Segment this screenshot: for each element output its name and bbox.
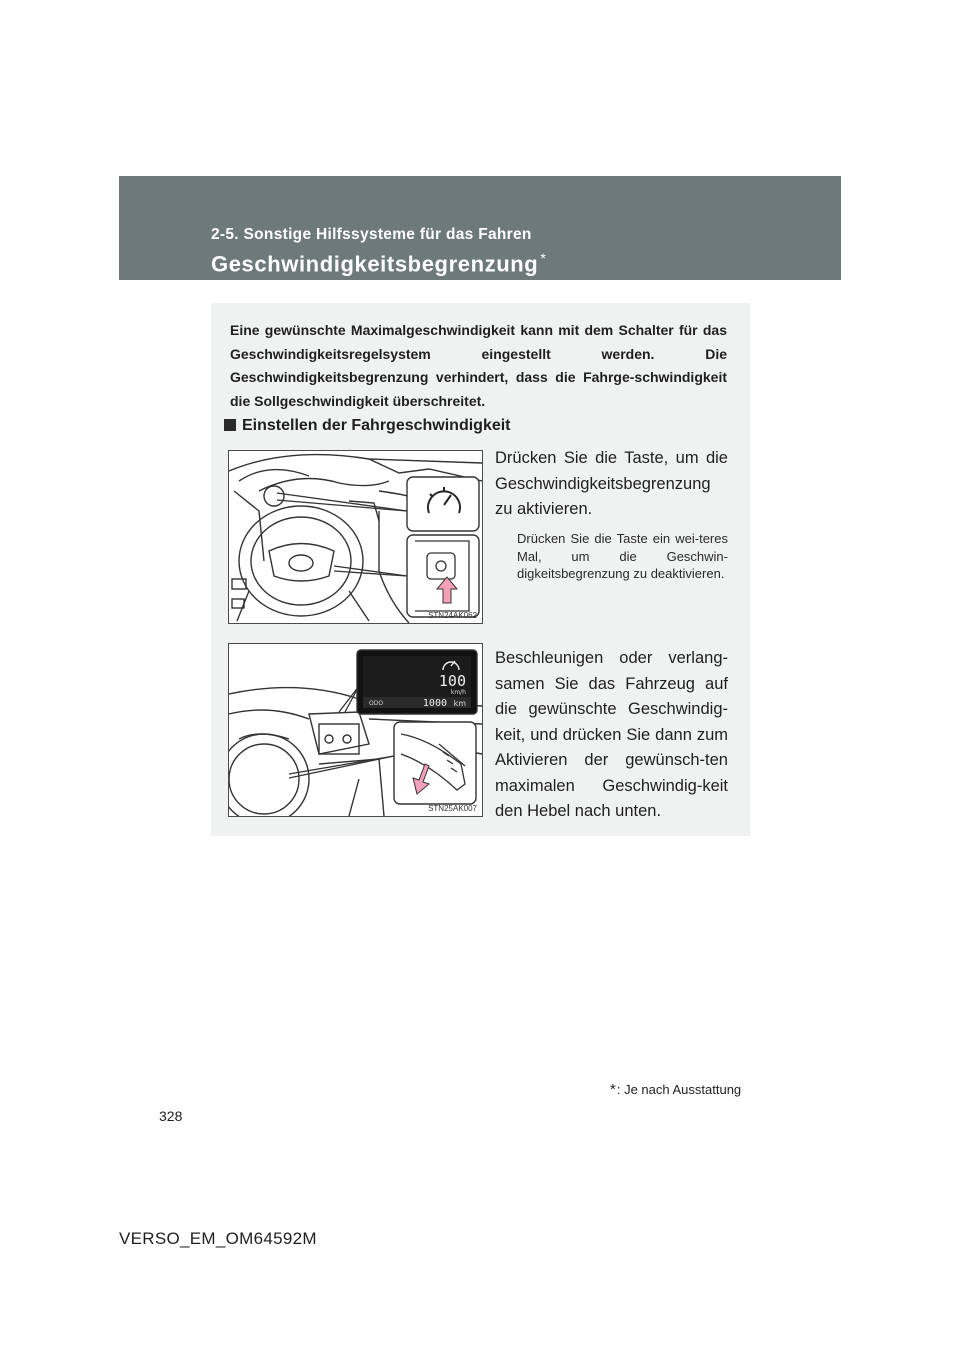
step-1-text: Drücken Sie die Taste, um die Geschwindigkeitsbegrenzung zu aktivieren.: [495, 449, 728, 518]
title-footnote-marker: *: [540, 250, 547, 266]
footnote-marker: *: [610, 1081, 616, 1098]
display-unit: km/h: [450, 689, 466, 696]
step-1-note: Drücken Sie die Taste ein wei-teres Mal, um die Geschwin-digkeitsbegrenzung zu deaktivieren.: [517, 531, 728, 581]
sub-heading-text: Einstellen der Fahrgeschwindigkeit: [242, 417, 511, 434]
sub-heading: [224, 417, 511, 435]
content-box: [211, 303, 750, 836]
figure-dashboard-lever: [228, 643, 483, 817]
step-2-text: Beschleunigen oder verlang-samen Sie das Fahrzeug auf die gewünschte Geschwindig-keit, und drücken Sie dann zum Aktivieren der gewünsch-ten maximalen Geschwindig-keit den Hebel nach unten.: [495, 649, 728, 820]
manual-code: VERSO_EM_OM64592M: [119, 1229, 317, 1248]
figure-steering-wheel-button: [228, 450, 483, 624]
header-band: [119, 176, 841, 280]
footnote: [610, 1081, 741, 1098]
figure-code: STN25AK007: [428, 804, 477, 813]
odo-label: ODO: [369, 700, 384, 707]
page-title-text: Geschwindigkeitsbegrenzung: [211, 251, 539, 277]
odo-unit: km: [453, 699, 466, 708]
square-bullet-icon: [224, 419, 236, 431]
page-number: 328: [159, 1108, 183, 1124]
dashboard-lever-illustration: [229, 644, 482, 816]
intro-text: Eine gewünschte Maximalgeschwindigkeit kann mit dem Schalter für das Geschwindigkeitsregelsystem eingestellt werden. Die Geschwindigkeitsbegrenzung verhindert, dass die Fahrge-schwindigkeit die Sollgeschwindigkeit überschreitet.: [230, 322, 727, 409]
footnote-text: : Je nach Ausstattung: [616, 1082, 742, 1097]
section-label: 2-5. Sonstige Hilfssysteme für das Fahren: [211, 226, 532, 243]
steering-wheel-illustration: [229, 451, 482, 623]
figure-code: STN24AK062: [428, 611, 477, 620]
page-title: [211, 250, 546, 277]
display-speed: 100: [438, 672, 466, 690]
odo-value: 1000: [422, 698, 447, 709]
